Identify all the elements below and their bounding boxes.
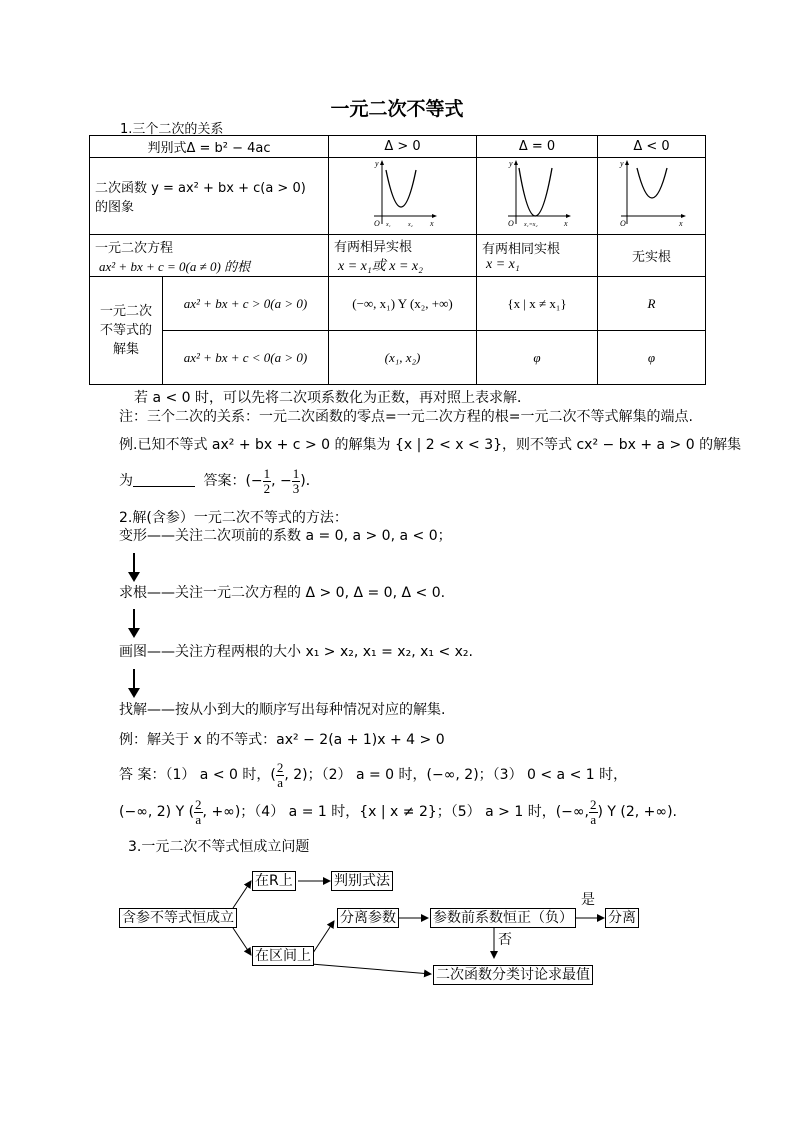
solution-less-positive: (x₁, x₂) bbox=[329, 331, 477, 385]
svg-text:x: x bbox=[564, 219, 568, 228]
roots-distinct-formula: x = x₁或 x = x₂ bbox=[338, 259, 423, 274]
flow-no-label: 否 bbox=[498, 932, 512, 948]
answer-end: )． bbox=[300, 473, 320, 489]
example-2: 例：解关于 x 的不等式：ax² − 2(a + 1)x + 4 > 0 bbox=[119, 732, 445, 748]
note-three-quadratics: 注：三个二次的关系：一元二次函数的零点=一元二次方程的根=一元二次不等式解集的端点. bbox=[119, 409, 693, 425]
section-2-heading: 2.解(含参）一元二次不等式的方法： bbox=[119, 510, 348, 526]
svg-text:O: O bbox=[619, 219, 626, 228]
eq-label-line1: 一元二次方程 bbox=[95, 240, 174, 256]
step-transform: 变形——关注二次项前的系数 a = 0, a > 0, a < 0； bbox=[119, 528, 452, 544]
header-delta-zero: Δ = 0 bbox=[477, 136, 598, 158]
flow-discriminant-box: 判别式法 bbox=[331, 871, 393, 891]
solution-less-negative: φ bbox=[598, 331, 706, 385]
step-roots: 求根——关注一元二次方程的 Δ > 0, Δ = 0, Δ < 0. bbox=[119, 585, 446, 601]
fraction-two-over-a: $\frac{2}{a}$ bbox=[195, 796, 202, 827]
graph-label-line2: 的图象 bbox=[95, 200, 135, 215]
answer-case-5-end: ) Y (2, +∞). bbox=[597, 804, 677, 820]
step-graph: 画图——关注方程两根的大小 x₁ > x₂, x₁ = x₂, x₁ < x₂. bbox=[119, 644, 473, 660]
example-1: 例.已知不等式 ax² + bx + c > 0 的解集为 {x | 2 < x < 3}，则不等式 cx² − bx + a > 0 的解集 bbox=[119, 437, 742, 453]
roots-equal-formula: x = x₁ bbox=[486, 257, 520, 272]
section-1-heading: 1.三个二次的关系 bbox=[120, 122, 224, 137]
flow-classify-box: 二次函数分类讨论求最值 bbox=[433, 965, 593, 985]
eq-label-line2: ax² + bx + c = 0(a ≠ 0) 的根 bbox=[99, 258, 251, 274]
flow-coefficient-box: 参数前系数恒正（负） bbox=[430, 908, 576, 928]
inequality-greater: ax² + bx + c > 0(a > 0) bbox=[163, 277, 329, 331]
step-solve: 找解——按从小到大的顺序写出每种情况对应的解集. bbox=[119, 702, 446, 718]
note-negative-a: 若 a < 0 时，可以先将二次项系数化为正数，再对照上表求解． bbox=[134, 390, 532, 406]
svg-text:y: y bbox=[374, 159, 379, 168]
solution-greater-positive: (−∞, x₁) Y (x₂, +∞) bbox=[329, 277, 477, 331]
flow-separate-result-box: 分离 bbox=[605, 908, 639, 928]
answer-cases-4-5: , +∞)；（4） a = 1 时，{x | x ≠ 2}；（5） a > 1 时，(−∞, bbox=[202, 804, 589, 820]
header-discriminant: 判别式Δ = b² − 4ac bbox=[90, 136, 329, 158]
roots-distinct-text: 有两相异实根 bbox=[334, 240, 413, 255]
svg-text:x₂: x₂ bbox=[407, 222, 413, 228]
flow-interval-box: 在区间上 bbox=[252, 946, 314, 966]
header-delta-negative: Δ < 0 bbox=[598, 136, 706, 158]
svg-text:y: y bbox=[509, 159, 513, 168]
inequality-less: ax² + bx + c < 0(a > 0) bbox=[163, 331, 329, 385]
answer-prefix: 为 bbox=[119, 473, 133, 489]
roots-none: 无实根 bbox=[598, 235, 706, 277]
svg-text:x₁: x₁ bbox=[385, 222, 391, 228]
graph-label-line1: 二次函数 y = ax² + bx + c(a > 0) bbox=[95, 181, 306, 196]
fraction-one-third: $\frac{1}{3}$ bbox=[292, 465, 300, 496]
answer-cases-2-3: , 2)；（2） a = 0 时，(−∞, 2)；（3） 0 < a < 1 时， bbox=[284, 767, 628, 783]
fraction-two-over-a: $\frac{2}{a}$ bbox=[590, 796, 597, 827]
section-3-heading: 3.一元二次不等式恒成立问题 bbox=[128, 839, 310, 855]
answer-case-3-result: (−∞, 2) Y ( bbox=[119, 804, 195, 820]
ineq-label-line2: 不等式的 bbox=[99, 323, 152, 338]
ineq-label-line1: 一元二次 bbox=[99, 304, 152, 319]
fraction-one-half: $\frac{1}{2}$ bbox=[263, 465, 271, 496]
fraction-two-over-a: $\frac{2}{a}$ bbox=[276, 759, 284, 790]
svg-text:O: O bbox=[373, 219, 380, 228]
flow-yes-label: 是 bbox=[581, 892, 595, 908]
svg-text:x: x bbox=[678, 219, 683, 228]
flow-separate-box: 分离参数 bbox=[337, 908, 399, 928]
flow-on-r-box: 在R上 bbox=[252, 871, 296, 891]
answer-case-1: 答 案：（1） a < 0 时，( bbox=[119, 767, 276, 783]
roots-equal-text: 有两相同实根 bbox=[482, 242, 561, 257]
header-delta-positive: Δ > 0 bbox=[329, 136, 477, 158]
svg-text:O: O bbox=[508, 219, 514, 228]
svg-text:x: x bbox=[429, 219, 434, 228]
solution-greater-negative: R bbox=[598, 277, 706, 331]
ineq-label-line3: 解集 bbox=[112, 342, 139, 357]
solution-greater-zero: {x | x ≠ x₁} bbox=[477, 277, 598, 331]
svg-text:y: y bbox=[619, 159, 624, 168]
svg-text:x₁=x₂: x₁=x₂ bbox=[524, 222, 538, 228]
answer-sep: , − bbox=[271, 473, 292, 489]
answer-label: 答案：(− bbox=[203, 473, 263, 489]
flow-root-box: 含参不等式恒成立 bbox=[119, 908, 237, 928]
solution-less-zero: φ bbox=[477, 331, 598, 385]
page-title: 一元二次不等式 bbox=[330, 98, 464, 120]
